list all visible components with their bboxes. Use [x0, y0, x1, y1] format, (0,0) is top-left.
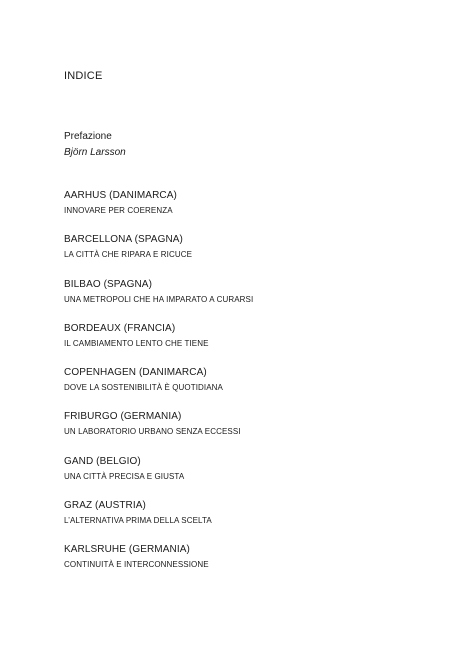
entry-city: BARCELLONA (SPAGNA): [64, 234, 183, 246]
entry-subtitle: LA CITTÀ CHE RIPARA E RICUCE: [64, 250, 193, 260]
entry-city: BORDEAUX (FRANCIA): [64, 322, 176, 334]
preface-label: Prefazione: [64, 131, 112, 142]
toc-entry: [64, 456, 253, 500]
entry-city: COPENHAGEN (DANIMARCA): [64, 367, 207, 379]
entry-subtitle: DOVE LA SOSTENIBILITÀ È QUOTIDIANA: [64, 383, 223, 393]
entry-city: GRAZ (AUSTRIA): [64, 500, 146, 512]
toc-entry: [64, 367, 253, 411]
toc-entry: [64, 500, 253, 544]
entry-subtitle: L’ALTERNATIVA PRIMA DELLA SCELTA: [64, 516, 212, 526]
preface-author: Björn Larsson: [64, 147, 126, 158]
toc-entry: [64, 411, 253, 455]
entry-subtitle: UN LABORATORIO URBANO SENZA ECCESSI: [64, 427, 241, 437]
entry-subtitle: IL CAMBIAMENTO LENTO CHE TIENE: [64, 338, 209, 348]
page-title: INDICE: [64, 70, 103, 82]
toc-entries: [64, 190, 253, 589]
toc-entry: [64, 323, 253, 367]
entry-city: FRIBURGO (GERMANIA): [64, 411, 182, 423]
toc-entry: [64, 279, 253, 323]
entry-subtitle: INNOVARE PER COERENZA: [64, 206, 173, 215]
entry-subtitle: UNA METROPOLI CHE HA IMPARATO A CURARSI: [64, 294, 254, 304]
entry-city: KARLSRUHE (GERMANIA): [64, 544, 190, 556]
entry-subtitle: CONTINUITÀ E INTERCONNESSIONE: [64, 560, 209, 570]
preface-section: [64, 130, 126, 159]
entry-city: BILBAO (SPAGNA): [64, 278, 153, 290]
entry-city: GAND (BELGIO): [64, 455, 141, 467]
toc-entry: [64, 234, 253, 278]
toc-entry: [64, 544, 253, 588]
entry-subtitle: UNA CITTÀ PRECISA E GIUSTA: [64, 471, 185, 481]
toc-entry: [64, 190, 253, 234]
entry-city: AARHUS (DANIMARCA): [64, 190, 177, 201]
